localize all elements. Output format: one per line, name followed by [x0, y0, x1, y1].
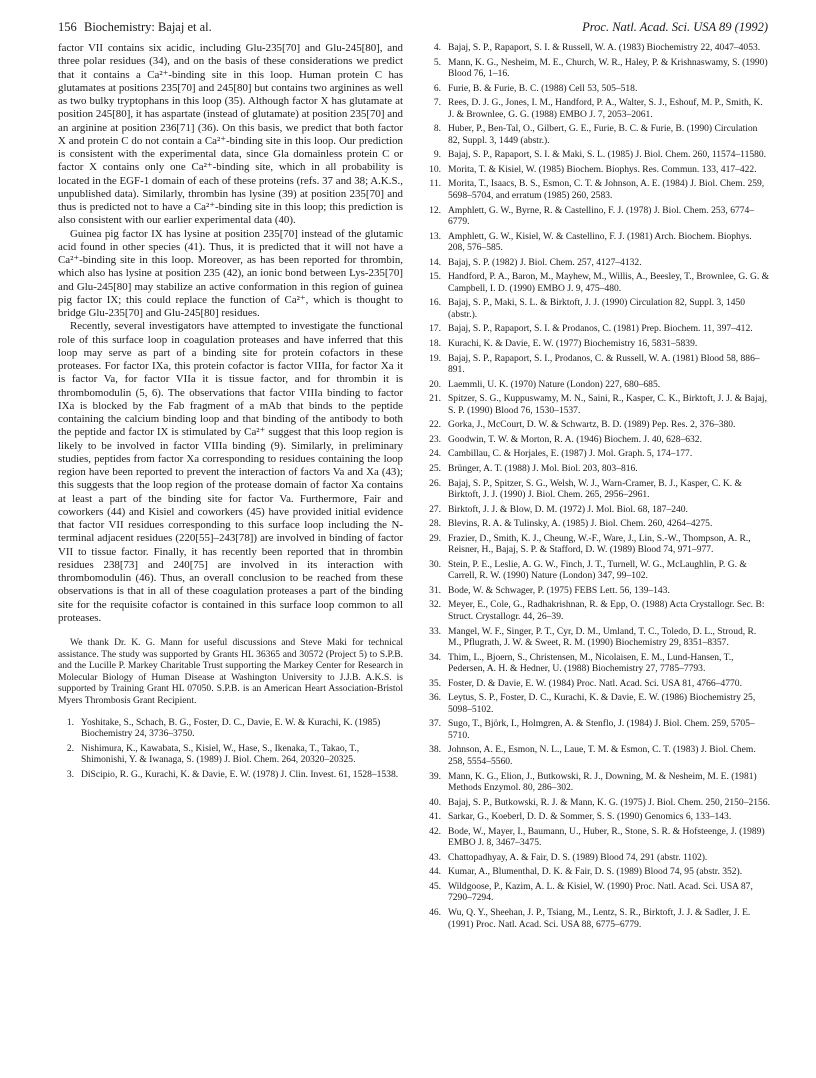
reference-number: 14. [429, 256, 441, 268]
reference-text: Amphlett, G. W., Kisiel, W. & Castellino, F. J. (1981) Arch. Biochem. Biophys. 208, 576–585. [448, 230, 752, 254]
reference-number: 28. [429, 518, 441, 530]
reference-text: Goodwin, T. W. & Morton, R. A. (1946) Biochem. J. 40, 628–632. [448, 433, 702, 445]
page-header [58, 20, 768, 38]
reference-number: 10. [429, 163, 441, 175]
body-paragraph: factor VII contains six acidic, including Glu-235[70] and Glu-245[80], and three polar residues (34), and on the basis of these considerations we predict that it contains a Ca²⁺-binding site in this loop. Human protein C has glutamates at positions 235[70] and 245[80] but contains two arginines as well as two bulky tryptophans in this loop (35). Although factor X has glutamate at position 245[80], it has aspartate (instead of glutamate) at position 235[70] and an arginine at position 236[71] (36). On this basis, we predict that both factor X and protein C do not contain a Ca²⁺-binding site in this loop. Our prediction is consistent with the experimental data, since Gla domainless protein C or factor X contains only one Ca²⁺-binding site, which in all probability is located in the EGF-1 domain of each of these proteins (refs. 37 and 38; A.K.S., unpublished data). Similarly, thrombin has lysine (39) at position 235[70] and thus is predicted not to have a Ca²⁺-binding site in this loop; this prediction is also consistent with our earlier experimental data (40). [58, 42, 403, 227]
reference-item [425, 353, 770, 376]
reference-item [425, 297, 770, 320]
reference-number: 25. [429, 462, 441, 474]
body-paragraph: Guinea pig factor IX has lysine at position 235[70] instead of the glutamic acid found in other species (41). Thus, it is predicted that it will not have a Ca²⁺-binding site in this loop. Moreover, as has been reported for thrombin, which also has lysine at position 235 (42), an ionic bond between Lys-235[70] and Glu-245[80] may stabilize an active conformation in this region of guinea pig factor IX; this could replace the function of Ca²⁺, which is thought to bridge Glu-235[70] and Glu-245[80] residues. [58, 227, 403, 319]
reference-number: 21. [429, 393, 441, 405]
right-column [425, 42, 770, 933]
reference-list-left [58, 717, 403, 781]
reference-text: Sarkar, G., Koeberl, D. D. & Sommer, S. S. (1990) Genomics 6, 133–143. [448, 811, 732, 823]
reference-text: Laemmli, U. K. (1970) Nature (London) 227, 680–685. [448, 378, 661, 390]
reference-item [425, 271, 770, 294]
reference-number: 26. [429, 477, 441, 489]
reference-number: 13. [429, 230, 441, 242]
reference-number: 40. [429, 796, 441, 808]
reference-number: 5. [433, 56, 441, 68]
reference-item [425, 678, 770, 690]
body-paragraph: Recently, several investigators have attempted to investigate the functional role of this surface loop in coagulation proteases and have inferred that this loop may serve as part of a binding site for protein cofactors in these proteases. For factor IXa, this protein cofactor is factor VIIIa, for factor Xa it is factor Va, for factor VIIa it is tissue factor, and for thrombin it is thrombomodulin (5, 6). The observations that factor VIIIa binding to factor IXa is blocked by the Fab fragment of a mAb that binds to the peptide containing the calcium binding loop and that binding of the antibody to both the peptide and factor IX is stimulated by Ca²⁺ suggest that this loop region is likely to be involved in factor VIIIa binding (9). Similarly, in preliminary studies, peptides from factor Xa corresponding to residues containing the loop region have been reported to prevent the interaction of factors Va and Xa (43); this suggests that the loop region of the protease domain of factor Xa contains at least a part of the binding site for factor Va. Furthermore, Fair and coworkers (44) and Kisiel and coworkers (45) have provided initial evidence that factor VII residues corresponding to this surface loop including the N-terminal adjacent residues (220[55]–243[78]) are involved in binding of factor VII to tissue factor. Finally, it has recently been reported that in thrombin residues 238[73] and 240[75] are involved in its interaction with thrombomodulin (46). Thus, an overall conclusion to be reached from these observations is that in all of these coagulation proteases a part of the binding site for the requisite cofactor is contained in this surface loop common to all proteases. [58, 320, 403, 624]
reference-number: 3. [66, 768, 74, 780]
reference-text: Bajaj, S. P., Rapaport, S. I., Prodanos, C. & Russell, W. A. (1981) Blood 58, 886–891. [448, 352, 760, 376]
reference-item [425, 907, 770, 930]
reference-text: Bajaj, S. P., Rapaport, S. I. & Maki, S. L. (1985) J. Biol. Chem. 260, 11574–11580. [448, 149, 767, 161]
reference-text: Bode, W. & Schwager, P. (1975) FEBS Lett. 56, 139–143. [448, 584, 670, 596]
reference-list-right [425, 42, 770, 930]
reference-item [425, 149, 770, 161]
reference-text: Rees, D. J. G., Jones, I. M., Handford, P. A., Walter, S. J., Eshouf, M. P., Smith, K. J. & Brownlee, G. G. (1988) EMBO J. 7, 2053–2061. [448, 97, 763, 120]
reference-text: Mann, K. G., Nesheim, M. E., Church, W. R., Haley, P. & Krishnaswamy, S. (1990) Blood 76, 1–16. [448, 56, 768, 80]
reference-number: 19. [429, 352, 441, 364]
reference-text: Frazier, D., Smith, K. J., Cheung, W.-F., Ware, J., Lin, S.-W., Thompson, A. R., Reisner, H., Bajaj, S. P. & Stafford, D. W. (1989) Blood 74, 971–977. [448, 532, 751, 556]
reference-number: 46. [429, 907, 441, 918]
reference-text: Sugo, T., Björk, I., Holmgren, A. & Stenflo, J. (1984) J. Biol. Chem. 259, 5705–5710. [448, 718, 755, 741]
reference-item [425, 692, 770, 715]
reference-text: Leytus, S. P., Foster, D. C., Kurachi, K. & Davie, E. W. (1986) Biochemistry 25, 5098–5102. [448, 692, 756, 715]
reference-number: 42. [429, 825, 441, 837]
reference-item [425, 257, 770, 269]
reference-item [425, 393, 770, 416]
reference-text: Meyer, E., Cole, G., Radhakrishnan, R. & Epp, O. (1988) Acta Crystallogr. Sec. B: Struct. Crystallogr. 44, 26–39. [448, 599, 765, 622]
reference-text: Chattopadhyay, A. & Fair, D. S. (1989) Blood 74, 291 (abstr. 1102). [448, 851, 708, 863]
reference-number: 43. [429, 851, 441, 863]
reference-item [425, 42, 770, 54]
reference-item [425, 811, 770, 823]
reference-number: 34. [429, 651, 441, 663]
reference-item [425, 599, 770, 622]
reference-number: 2. [66, 742, 74, 754]
reference-item [425, 559, 770, 582]
reference-number: 4. [433, 42, 441, 53]
reference-number: 8. [433, 123, 441, 135]
reference-text: Wu, Q. Y., Sheehan, J. P., Tsiang, M., Lentz, S. R., Birktoft, J. J. & Sadler, J. E. (1991) Proc. Natl. Acad. Sci. USA 88, 6775–6779. [448, 907, 751, 930]
reference-text: Kurachi, K. & Davie, E. W. (1977) Biochemistry 16, 5831–5839. [448, 338, 698, 350]
reference-text: Nishimura, K., Kawabata, S., Kisiel, W., Hase, S., Ikenaka, T., Takao, T., Shimonishi, Y. & Iwanaga, S. (1989) J. Biol. Chem. 264, 20320–20325. [81, 742, 360, 766]
reference-text: Bajaj, S. P., Rapaport, S. I. & Prodanos, C. (1981) Prep. Biochem. 11, 397–412. [448, 323, 753, 335]
reference-item [425, 205, 770, 228]
running-title: Biochemistry: Bajaj et al. [84, 20, 212, 34]
reference-text: Stein, P. E., Leslie, A. G. W., Finch, J. T., Turnell, W. G., McLaughlin, P. G. & Carrell, R. W. (1990) Nature (London) 347, 99–102. [448, 558, 747, 582]
reference-number: 23. [429, 433, 441, 445]
reference-item [425, 323, 770, 335]
reference-text: Bajaj, S. P., Maki, S. L. & Birktoft, J. J. (1990) Circulation 82, Suppl. 3, 1450 (abstr.). [448, 297, 746, 320]
reference-item [425, 626, 770, 649]
reference-item [425, 178, 770, 201]
reference-number: 7. [433, 97, 441, 109]
reference-text: Bajaj, S. P., Rapaport, S. I. & Russell, W. A. (1983) Biochemistry 22, 4047–4053. [448, 42, 761, 53]
reference-text: Blevins, R. A. & Tulinsky, A. (1985) J. Biol. Chem. 260, 4264–4275. [448, 518, 713, 530]
reference-item [425, 123, 770, 146]
reference-text: Morita, T. & Kisiel, W. (1985) Biochem. Biophys. Res. Commun. 133, 417–422. [448, 163, 757, 175]
reference-number: 15. [429, 271, 441, 283]
reference-text: Handford, P. A., Baron, M., Mayhew, M., Willis, A., Beesley, T., Brownlee, G. G. & Campbell, I. D. (1990) EMBO J. 9, 475–480. [448, 271, 770, 294]
reference-item [425, 797, 770, 809]
reference-number: 36. [429, 692, 441, 704]
reference-number: 24. [429, 448, 441, 460]
reference-number: 32. [429, 599, 441, 611]
reference-number: 1. [66, 716, 74, 728]
reference-number: 37. [429, 718, 441, 730]
reference-text: Foster, D. & Davie, E. W. (1984) Proc. Natl. Acad. Sci. USA 81, 4766–4770. [448, 677, 742, 689]
reference-item [425, 419, 770, 431]
reference-number: 16. [429, 297, 441, 309]
reference-text: Amphlett, G. W., Byrne, R. & Castellino, F. J. (1978) J. Biol. Chem. 253, 6774–6779. [448, 204, 755, 228]
reference-number: 12. [429, 204, 441, 216]
reference-item [425, 744, 770, 767]
reference-number: 30. [429, 558, 441, 570]
reference-item [425, 231, 770, 254]
reference-item [425, 518, 770, 530]
reference-text: Bode, W., Mayer, I., Baumann, U., Huber, R., Stone, S. R. & Hofsteenge, J. (1989) EMBO J. 8, 3467–3475. [448, 825, 765, 849]
reference-number: 29. [429, 532, 441, 544]
reference-item [425, 434, 770, 446]
reference-item [425, 866, 770, 878]
reference-item [425, 448, 770, 460]
reference-text: Johnson, A. E., Esmon, N. L., Laue, T. M. & Esmon, C. T. (1983) J. Biol. Chem. 258, 5554–5560. [448, 744, 756, 767]
reference-item [58, 717, 403, 740]
reference-text: DiScipio, R. G., Kurachi, K. & Davie, E. W. (1978) J. Clin. Invest. 61, 1528–1538. [81, 768, 399, 780]
reference-item [425, 533, 770, 556]
reference-item [425, 771, 770, 794]
reference-number: 20. [429, 378, 441, 390]
reference-text: Bajaj, S. P. (1982) J. Biol. Chem. 257, 4127–4132. [448, 256, 642, 268]
reference-number: 27. [429, 503, 441, 515]
reference-number: 6. [433, 82, 441, 94]
reference-item [425, 463, 770, 475]
reference-item [58, 743, 403, 766]
reference-text: Birktoft, J. J. & Blow, D. M. (1972) J. Mol. Biol. 68, 187–240. [448, 503, 688, 515]
reference-item [425, 652, 770, 675]
reference-number: 33. [429, 625, 441, 637]
reference-text: Wildgoose, P., Kazim, A. L. & Kisiel, W. (1990) Proc. Natl. Acad. Sci. USA 87, 7290–7294. [448, 880, 753, 904]
journal-citation: Proc. Natl. Acad. Sci. USA 89 (1992) [582, 20, 768, 34]
left-column [58, 42, 403, 783]
reference-number: 35. [429, 677, 441, 689]
reference-number: 39. [429, 770, 441, 782]
reference-text: Kumar, A., Blumenthal, D. K. & Fair, D. S. (1989) Blood 74, 95 (abstr. 352). [448, 866, 743, 878]
reference-text: Gorka, J., McCourt, D. W. & Schwartz, B. D. (1989) Pep. Res. 2, 376–380. [448, 419, 736, 431]
reference-item [425, 826, 770, 849]
reference-number: 11. [429, 178, 441, 190]
reference-number: 17. [429, 323, 441, 335]
reference-number: 41. [429, 811, 441, 823]
reference-text: Furie, B. & Furie, B. C. (1988) Cell 53, 505–518. [448, 82, 638, 94]
reference-number: 44. [429, 866, 441, 878]
reference-item [425, 881, 770, 904]
reference-item [425, 852, 770, 864]
page-number: 156 [58, 20, 77, 34]
reference-text: Mann, K. G., Elion, J., Butkowski, R. J., Downing, M. & Nesheim, M. E. (1981) Methods Enzymol. 80, 286–302. [448, 770, 757, 794]
reference-item [425, 504, 770, 516]
reference-item [425, 478, 770, 501]
reference-text: Morita, T., Isaacs, B. S., Esmon, C. T. & Johnson, A. E. (1984) J. Biol. Chem. 259, 5698–5704, and erratum (1985) 260, 2583. [448, 178, 765, 202]
reference-number: 38. [429, 744, 441, 756]
reference-item [425, 164, 770, 176]
reference-item [425, 379, 770, 391]
reference-item [425, 57, 770, 80]
acknowledgment: We thank Dr. K. G. Mann for useful discussions and Steve Maki for technical assistance. The study was supported by Grants HL 36365 and 30572 (Project 5) to S.P.B. and the Lucille P. Markey Charitable Trust supporting the Markey Center for Research in Molecular Biology of Human Disease at Washington University to J.J.B. A.K.S. is supported by Training Grant HL 07050. S.P.B. is an American Heart Association-Bristol Myers Thrombosis Grant Recipient. [58, 637, 403, 706]
reference-item [425, 718, 770, 741]
reference-number: 31. [429, 584, 441, 596]
reference-text: Thim, L., Bjoern, S., Christensen, M., Nicolaisen, E. M., Lund-Hansen, T., Pedersen, A. H. & Hedner, U. (1988) Biochemistry 27, 7785–7793. [448, 651, 734, 675]
reference-text: Cambillau, C. & Horjales, E. (1987) J. Mol. Graph. 5, 174–177. [448, 448, 693, 460]
reference-number: 18. [429, 338, 441, 350]
reference-text: Spitzer, S. G., Kuppuswamy, M. N., Saini, R., Kasper, C. K., Birktoft, J. J. & Bajaj, S. P. (1990) Blood 76, 1530–1537. [448, 393, 767, 416]
reference-item [58, 769, 403, 781]
reference-number: 45. [429, 880, 441, 892]
reference-item [425, 83, 770, 95]
reference-item [425, 97, 770, 120]
reference-text: Bajaj, S. P., Butkowski, R. J. & Mann, K. G. (1975) J. Biol. Chem. 250, 2150–2156. [448, 796, 770, 808]
reference-number: 22. [429, 419, 441, 431]
reference-text: Yoshitake, S., Schach, B. G., Foster, D. C., Davie, E. W. & Kurachi, K. (1985) Biochemistry 24, 3736–3750. [81, 716, 381, 740]
reference-text: Brünger, A. T. (1988) J. Mol. Biol. 203, 803–816. [448, 462, 638, 474]
reference-item [425, 338, 770, 350]
reference-number: 9. [433, 149, 441, 161]
reference-text: Huber, P., Ben-Tal, O., Gilbert, G. E., Furie, B. C. & Furie, B. (1990) Circulation 82, Suppl. 3, 1449 (abstr.). [448, 123, 758, 146]
reference-text: Bajaj, S. P., Spitzer, S. G., Welsh, W. J., Warn-Cramer, B. J., Kasper, C. K. & Birktoft, J. J. (1990) J. Biol. Chem. 265, 2956–2961. [448, 477, 742, 501]
reference-text: Mangel, W. F., Singer, P. T., Cyr, D. M., Umland, T. C., Toledo, D. L., Stroud, R. M., Pflugrath, J. W. & Sweet, R. M. (1990) Biochemistry 29, 8351–8357. [448, 625, 757, 649]
reference-item [425, 585, 770, 597]
